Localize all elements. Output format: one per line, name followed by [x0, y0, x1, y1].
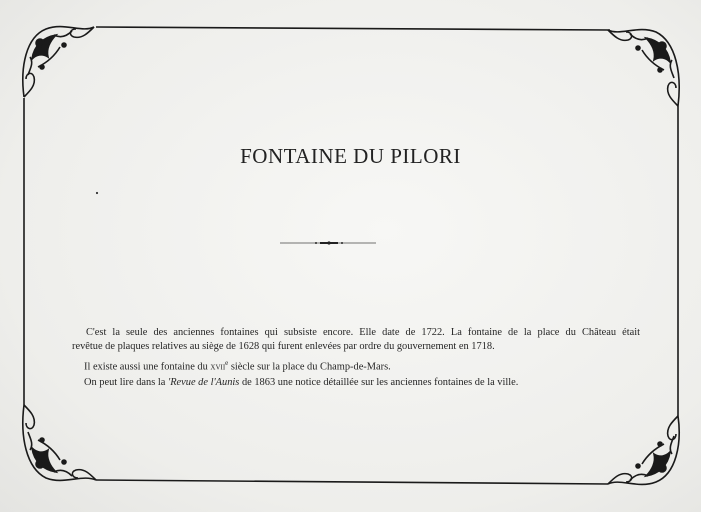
body-text: [72, 326, 640, 391]
paragraph-1-line-1: C'est la seule des anciennes fontaines qui subsiste encore. Elle date de 1722. La fontaine de la place du Château était: [86, 327, 640, 338]
paragraph-1-line-2: revêtue de plaques relatives au siège de 1628 qui furent enlevées par ordre du gouvernement en 1718.: [72, 341, 495, 352]
paragraph-3-text-after: de 1863 une notice détaillée sur les anciennes fontaines de la ville.: [239, 376, 519, 388]
ornamental-rule-icon: [280, 240, 376, 246]
paragraph-2-text-before: Il existe aussi une fontaine du: [84, 361, 211, 373]
paragraph-2-century-suffix: e: [225, 358, 229, 367]
paragraph-3-journal-title: 'Revue de l'Aunis: [167, 376, 240, 388]
paragraph-2-text-after: siècle sur la place du Champ-de-Mars.: [228, 361, 391, 373]
ornament-top-right-icon: [608, 30, 679, 106]
ink-dot: [96, 192, 98, 194]
paragraph-1: [72, 326, 640, 354]
ornament-bottom-right-icon: [608, 416, 679, 484]
paragraph-2-century: xvii: [210, 361, 226, 373]
page-title: FONTAINE DU PILORI: [240, 144, 461, 168]
ornament-top-left-icon: [23, 27, 94, 97]
paragraph-2: [84, 356, 640, 374]
paragraph-3-text-before: On peut lire dans la: [84, 376, 168, 388]
ornament-bottom-left-icon: [23, 405, 96, 480]
paragraph-3: [84, 376, 640, 390]
